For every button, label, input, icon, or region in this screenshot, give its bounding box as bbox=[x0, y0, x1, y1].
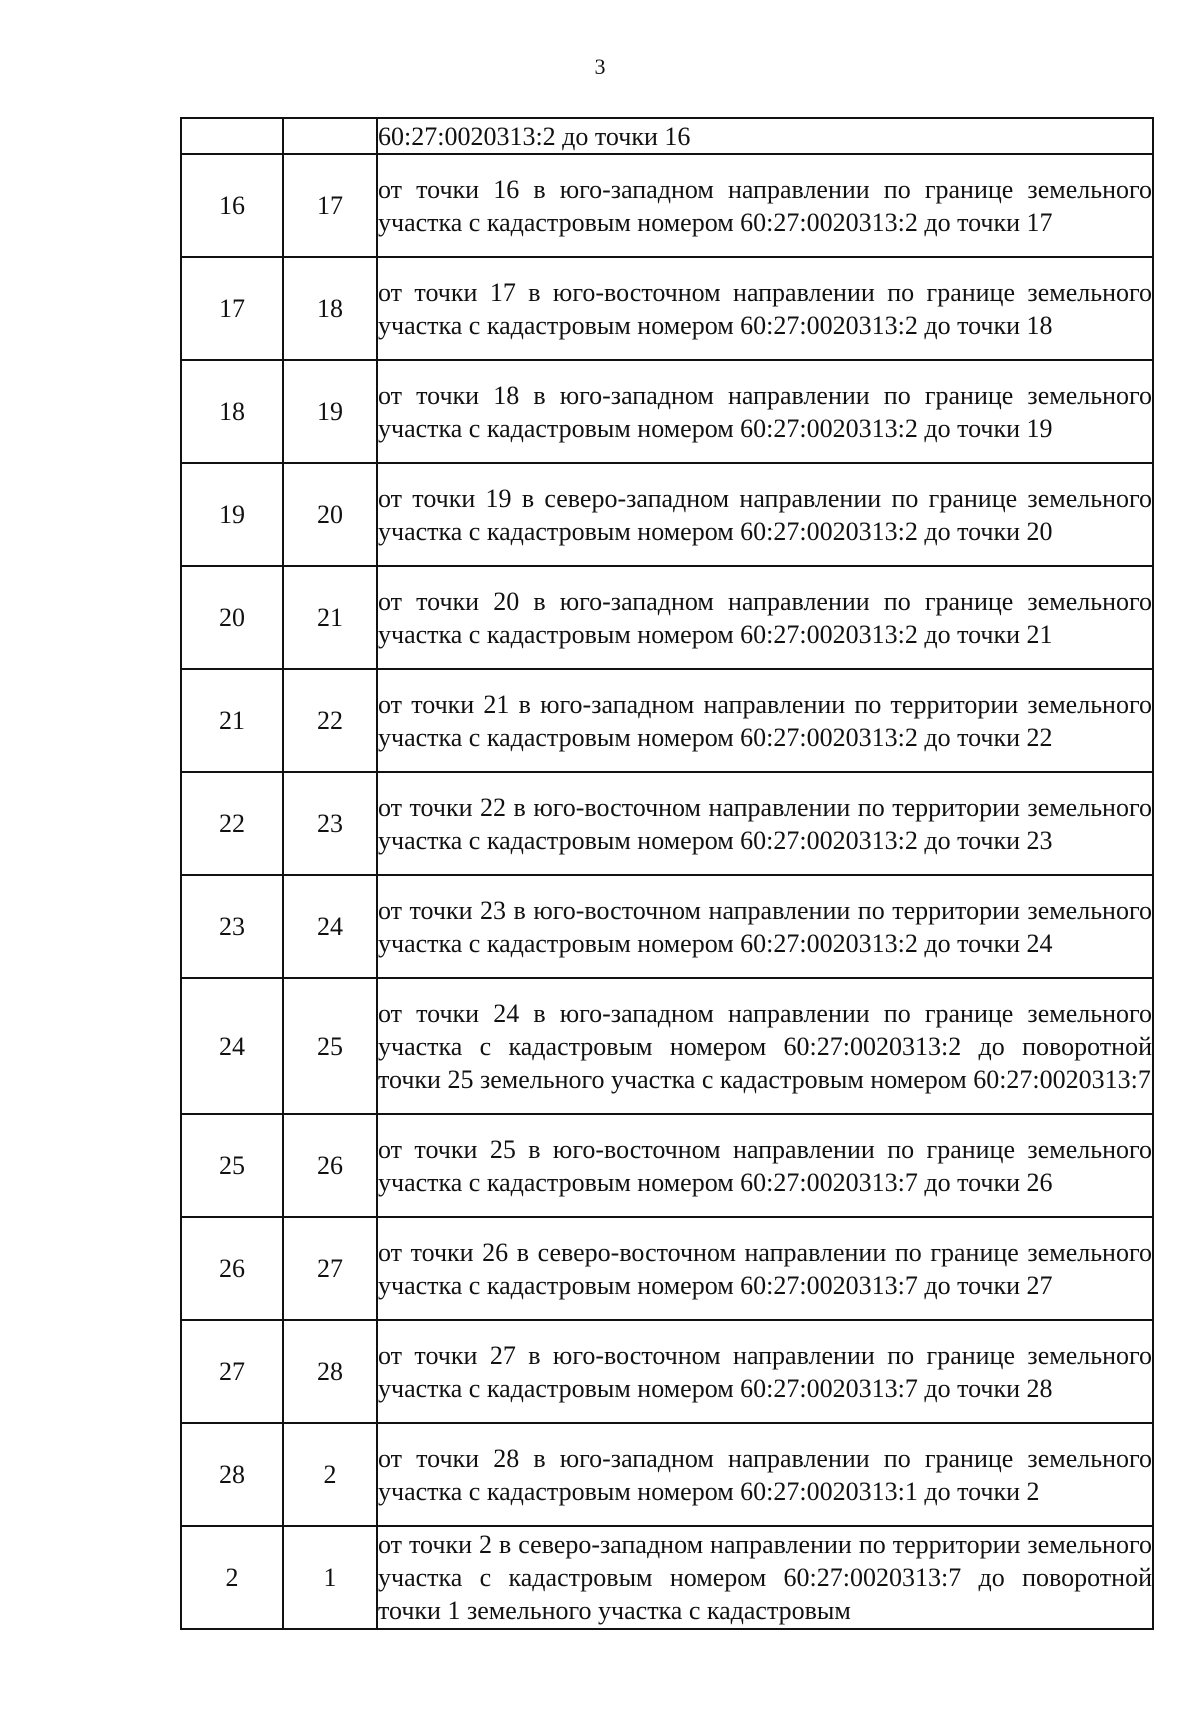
to-point-cell: 17 bbox=[283, 154, 377, 257]
table-row bbox=[181, 1526, 1153, 1629]
from-point-cell: 22 bbox=[181, 772, 283, 875]
segment-description-cell: от точки 20 в юго-западном направлении по границе земельного участка с кадастровым номером 60:27:0020313:2 до точки 21 bbox=[377, 566, 1153, 669]
table-row bbox=[181, 360, 1153, 463]
to-point-cell: 28 bbox=[283, 1320, 377, 1423]
from-point-cell: 25 bbox=[181, 1114, 283, 1217]
segment-description-cell: от точки 17 в юго-восточном направлении по границе земельного участка с кадастровым номером 60:27:0020313:2 до точки 18 bbox=[377, 257, 1153, 360]
segment-description-cell: от точки 23 в юго-восточном направлении по территории земельного участка с кадастровым номером 60:27:0020313:2 до точки 24 bbox=[377, 875, 1153, 978]
to-point-cell: 18 bbox=[283, 257, 377, 360]
segment-description-cell: от точки 16 в юго-западном направлении по границе земельного участка с кадастровым номером 60:27:0020313:2 до точки 17 bbox=[377, 154, 1153, 257]
segment-description-cell: от точки 28 в юго-западном направлении по границе земельного участка с кадастровым номером 60:27:0020313:1 до точки 2 bbox=[377, 1423, 1153, 1526]
segment-description-cell: 60:27:0020313:2 до точки 16 bbox=[377, 118, 1153, 154]
table-row bbox=[181, 1114, 1153, 1217]
from-point-cell: 21 bbox=[181, 669, 283, 772]
table-row bbox=[181, 1217, 1153, 1320]
from-point-cell: 19 bbox=[181, 463, 283, 566]
from-point-cell: 17 bbox=[181, 257, 283, 360]
from-point-cell: 16 bbox=[181, 154, 283, 257]
to-point-cell: 21 bbox=[283, 566, 377, 669]
boundary-description-table bbox=[180, 117, 1154, 1630]
segment-description-cell: от точки 26 в северо-восточном направлении по границе земельного участка с кадастровым номером 60:27:0020313:7 до точки 27 bbox=[377, 1217, 1153, 1320]
to-point-cell: 24 bbox=[283, 875, 377, 978]
from-point-cell: 2 bbox=[181, 1526, 283, 1629]
to-point-cell: 27 bbox=[283, 1217, 377, 1320]
segment-description-cell: от точки 2 в северо-западном направлении по территории земельного участка с кадастровым номером 60:27:0020313:7 до поворотной точки 1 земельного участка с кадастровым bbox=[377, 1526, 1153, 1629]
to-point-cell bbox=[283, 118, 377, 154]
table-row bbox=[181, 875, 1153, 978]
segment-description-cell: от точки 19 в северо-западном направлении по границе земельного участка с кадастровым номером 60:27:0020313:2 до точки 20 bbox=[377, 463, 1153, 566]
segment-description-cell: от точки 27 в юго-восточном направлении по границе земельного участка с кадастровым номером 60:27:0020313:7 до точки 28 bbox=[377, 1320, 1153, 1423]
to-point-cell: 25 bbox=[283, 978, 377, 1114]
to-point-cell: 23 bbox=[283, 772, 377, 875]
from-point-cell: 23 bbox=[181, 875, 283, 978]
to-point-cell: 22 bbox=[283, 669, 377, 772]
to-point-cell: 2 bbox=[283, 1423, 377, 1526]
table-row bbox=[181, 257, 1153, 360]
table-row bbox=[181, 566, 1153, 669]
to-point-cell: 20 bbox=[283, 463, 377, 566]
segment-description-cell: от точки 21 в юго-западном направлении по территории земельного участка с кадастровым номером 60:27:0020313:2 до точки 22 bbox=[377, 669, 1153, 772]
from-point-cell bbox=[181, 118, 283, 154]
from-point-cell: 18 bbox=[181, 360, 283, 463]
from-point-cell: 24 bbox=[181, 978, 283, 1114]
to-point-cell: 26 bbox=[283, 1114, 377, 1217]
page-number: 3 bbox=[594, 54, 606, 79]
from-point-cell: 26 bbox=[181, 1217, 283, 1320]
segment-description-cell: от точки 22 в юго-восточном направлении по территории земельного участка с кадастровым номером 60:27:0020313:2 до точки 23 bbox=[377, 772, 1153, 875]
segment-description-cell: от точки 25 в юго-восточном направлении по границе земельного участка с кадастровым номером 60:27:0020313:7 до точки 26 bbox=[377, 1114, 1153, 1217]
table-row bbox=[181, 1423, 1153, 1526]
table-row bbox=[181, 669, 1153, 772]
to-point-cell: 1 bbox=[283, 1526, 377, 1629]
segment-description-cell: от точки 18 в юго-западном направлении по границе земельного участка с кадастровым номером 60:27:0020313:2 до точки 19 bbox=[377, 360, 1153, 463]
segment-description-cell: от точки 24 в юго-западном направлении по границе земельного участка с кадастровым номером 60:27:0020313:2 до поворотной точки 25 земельного участка с кадастровым номером 60:27:0020313:7 bbox=[377, 978, 1153, 1114]
to-point-cell: 19 bbox=[283, 360, 377, 463]
table-row bbox=[181, 463, 1153, 566]
table-row bbox=[181, 772, 1153, 875]
from-point-cell: 28 bbox=[181, 1423, 283, 1526]
table-row bbox=[181, 1320, 1153, 1423]
table-row bbox=[181, 118, 1153, 154]
table-row bbox=[181, 978, 1153, 1114]
from-point-cell: 20 bbox=[181, 566, 283, 669]
table-row bbox=[181, 154, 1153, 257]
from-point-cell: 27 bbox=[181, 1320, 283, 1423]
